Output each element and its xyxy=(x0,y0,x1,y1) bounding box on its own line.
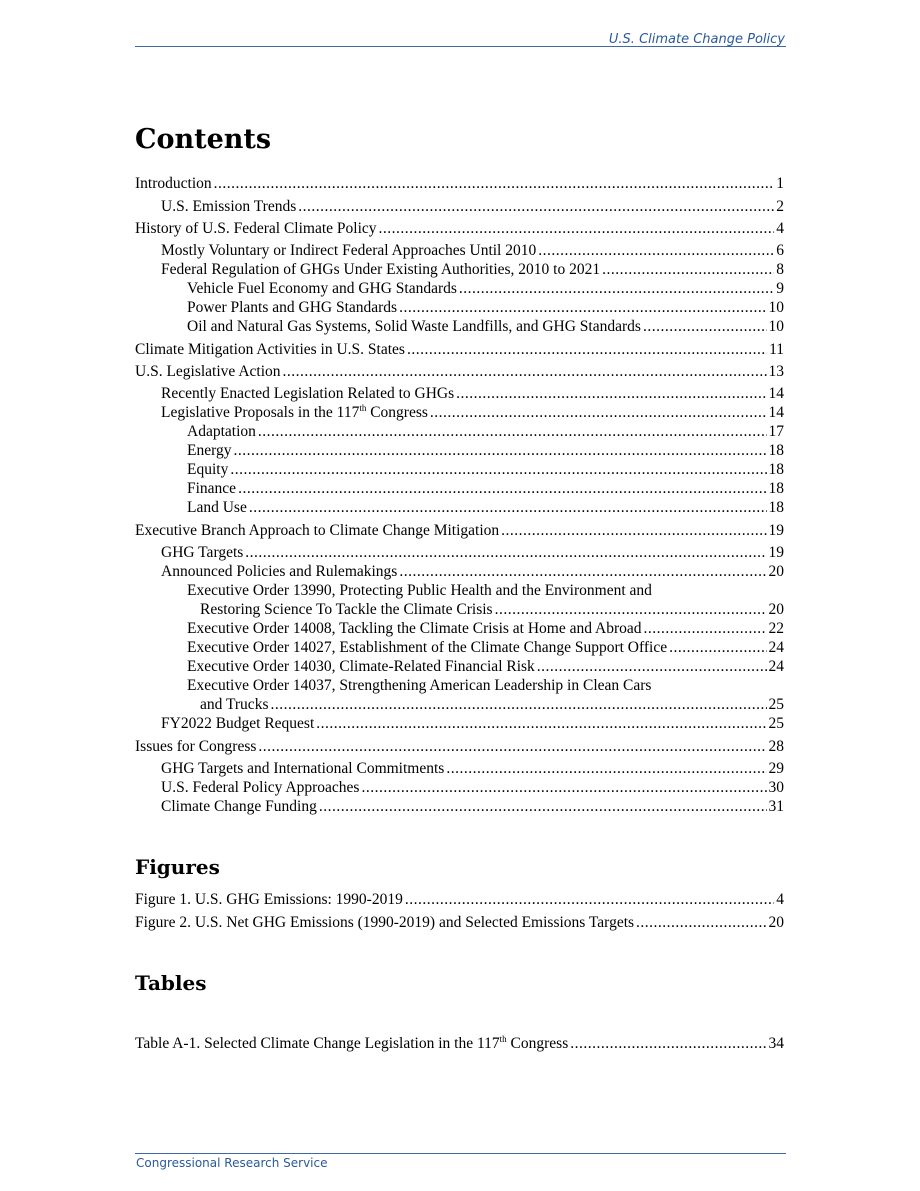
toc-entry[interactable] xyxy=(135,197,784,216)
toc-entry[interactable] xyxy=(135,340,784,359)
toc-page-number: 4 xyxy=(776,220,784,237)
dot-leader xyxy=(230,460,766,479)
running-header: U.S. Climate Change Policy xyxy=(608,32,785,47)
toc-entry[interactable] xyxy=(135,403,784,422)
header-rule xyxy=(135,46,786,47)
toc-entry[interactable] xyxy=(135,174,784,193)
dot-leader xyxy=(270,695,766,714)
toc-entry-title: Executive Order 13990, Protecting Public Health and the Environment and xyxy=(187,582,652,599)
toc-entry-title: Executive Order 14037, Strengthening American Leadership in Clean Cars xyxy=(187,677,652,694)
toc-entry-title: Finance xyxy=(187,480,237,497)
toc-page-number: 1 xyxy=(776,175,784,192)
toc-entry[interactable] xyxy=(135,657,784,676)
dot-leader xyxy=(298,197,774,216)
toc-page-number: 17 xyxy=(768,423,784,440)
toc-page-number: 14 xyxy=(768,404,784,421)
dot-leader xyxy=(669,638,766,657)
toc-entry-title: Executive Order 14008, Tackling the Climate Crisis at Home and Abroad xyxy=(187,620,642,637)
toc-entry-title: Announced Policies and Rulemakings xyxy=(161,563,398,580)
toc-entry-title: History of U.S. Federal Climate Policy xyxy=(135,220,377,237)
toc-entry[interactable] xyxy=(135,460,784,479)
toc-entry-title: Executive Branch Approach to Climate Change Mitigation xyxy=(135,522,500,539)
toc-entry-title: Power Plants and GHG Standards xyxy=(187,299,398,316)
toc-entry[interactable] xyxy=(135,890,784,909)
toc-entry[interactable] xyxy=(135,562,784,581)
dot-leader xyxy=(430,403,767,422)
toc-entry[interactable] xyxy=(135,737,784,756)
toc-entry-title: Figure 2. U.S. Net GHG Emissions (1990-2019) and Selected Emissions Targets xyxy=(135,914,635,931)
toc-entry-title: Introduction xyxy=(135,175,212,192)
dot-leader xyxy=(249,498,767,517)
toc-entry[interactable] xyxy=(135,260,784,279)
toc-entry-title: U.S. Emission Trends xyxy=(161,198,297,215)
dot-leader xyxy=(214,174,775,193)
toc-entry[interactable] xyxy=(135,619,784,638)
toc-entry[interactable] xyxy=(135,797,784,816)
toc-entry[interactable] xyxy=(135,441,784,460)
dot-leader xyxy=(538,241,774,260)
dot-leader xyxy=(283,362,767,381)
dot-leader xyxy=(238,479,766,498)
figures-heading: Figures xyxy=(135,855,220,879)
toc-entry[interactable] xyxy=(135,778,784,797)
toc-page-number: 24 xyxy=(768,639,784,656)
toc-page-number: 19 xyxy=(768,544,784,561)
dot-leader xyxy=(361,778,766,797)
toc-page-number: 13 xyxy=(768,363,784,380)
toc-page-number: 25 xyxy=(768,696,784,713)
dot-leader xyxy=(643,619,766,638)
toc-page-number: 18 xyxy=(768,499,784,516)
toc-entry[interactable] xyxy=(135,521,784,540)
toc-entry-title: Legislative Proposals in the 117th Congress xyxy=(161,402,428,421)
dot-leader xyxy=(379,219,775,238)
contents-heading: Contents xyxy=(135,124,272,155)
toc-entry-title-continuation: Restoring Science To Tackle the Climate Crisis xyxy=(200,601,493,618)
toc-page-number: 4 xyxy=(776,891,784,908)
toc-entry-title: FY2022 Budget Request xyxy=(161,715,315,732)
dot-leader xyxy=(602,260,774,279)
toc-page-number: 11 xyxy=(769,341,784,358)
toc-entry-title: Climate Change Funding xyxy=(161,798,317,815)
toc-entry[interactable] xyxy=(135,1034,784,1053)
toc-page-number: 20 xyxy=(768,914,784,931)
toc-entry[interactable] xyxy=(135,298,784,317)
toc-entry-title: Equity xyxy=(187,461,229,478)
toc-entry-title: Oil and Natural Gas Systems, Solid Waste Landfills, and GHG Standards xyxy=(187,318,641,335)
toc-entry[interactable] xyxy=(135,638,784,657)
toc-entry-title: Adaptation xyxy=(187,423,256,440)
toc-page-number: 30 xyxy=(768,779,784,796)
toc-page-number: 18 xyxy=(768,442,784,459)
dot-leader xyxy=(407,340,767,359)
toc-entry[interactable] xyxy=(135,219,784,238)
dot-leader xyxy=(643,317,767,336)
toc-entry[interactable] xyxy=(135,498,784,517)
toc-page-number: 2 xyxy=(776,198,784,215)
toc-entry[interactable] xyxy=(135,479,784,498)
dot-leader xyxy=(316,714,766,733)
toc-page-number: 25 xyxy=(768,715,784,732)
toc-page-number: 10 xyxy=(768,299,784,316)
dot-leader xyxy=(495,600,767,619)
dot-leader xyxy=(245,543,766,562)
toc-entry[interactable] xyxy=(135,913,784,932)
toc-entry-title: Mostly Voluntary or Indirect Federal Approaches Until 2010 xyxy=(161,242,537,259)
dot-leader xyxy=(456,384,766,403)
toc-page-number: 31 xyxy=(768,798,784,815)
dot-leader xyxy=(459,279,774,298)
tables-heading: Tables xyxy=(135,971,207,995)
toc-page-number: 34 xyxy=(768,1035,784,1052)
toc-entry-title: Figure 1. U.S. GHG Emissions: 1990-2019 xyxy=(135,891,403,908)
toc-entry-title: GHG Targets xyxy=(161,544,244,561)
toc-entry[interactable] xyxy=(135,714,784,733)
toc-entry[interactable] xyxy=(135,279,784,298)
toc-page-number: 28 xyxy=(768,738,784,755)
toc-page-number: 8 xyxy=(776,261,784,278)
toc-page-number: 14 xyxy=(768,385,784,402)
dot-leader xyxy=(319,797,767,816)
toc-page-number: 20 xyxy=(768,601,784,618)
dot-leader xyxy=(399,562,766,581)
toc-entry[interactable] xyxy=(135,543,784,562)
footer-publisher: Congressional Research Service xyxy=(136,1156,328,1170)
toc-entry-title: Climate Mitigation Activities in U.S. States xyxy=(135,341,405,358)
dot-leader xyxy=(501,521,766,540)
toc-entry[interactable] xyxy=(135,362,784,381)
toc-entry[interactable] xyxy=(135,759,784,778)
toc-entry[interactable] xyxy=(135,384,784,403)
toc-page-number: 9 xyxy=(776,280,784,297)
dot-leader xyxy=(405,890,774,909)
toc-entry-title: Vehicle Fuel Economy and GHG Standards xyxy=(187,280,457,297)
toc-page-number: 18 xyxy=(768,480,784,497)
toc-page-number: 18 xyxy=(768,461,784,478)
toc-page-number: 22 xyxy=(768,620,784,637)
toc-entry-title: Issues for Congress xyxy=(135,738,257,755)
toc-entry-title: Federal Regulation of GHGs Under Existing Authorities, 2010 to 2021 xyxy=(161,261,601,278)
dot-leader xyxy=(399,298,766,317)
toc-entry-title: Executive Order 14027, Establishment of the Climate Change Support Office xyxy=(187,639,668,656)
toc-page-number: 20 xyxy=(768,563,784,580)
toc-entry-title: Recently Enacted Legislation Related to GHGs xyxy=(161,385,455,402)
toc-entry-title: Table A-1. Selected Climate Change Legislation in the 117th Congress xyxy=(135,1033,569,1052)
toc-page-number: 19 xyxy=(768,522,784,539)
dot-leader xyxy=(233,441,766,460)
toc-entry-title-continuation: and Trucks xyxy=(200,696,269,713)
toc-entry-title: U.S. Federal Policy Approaches xyxy=(161,779,360,796)
dot-leader xyxy=(636,913,766,932)
dot-leader xyxy=(258,737,766,756)
dot-leader xyxy=(258,422,767,441)
footer-rule xyxy=(135,1153,786,1154)
toc-entry-title: Executive Order 14030, Climate-Related Financial Risk xyxy=(187,658,535,675)
toc-page-number: 6 xyxy=(776,242,784,259)
toc-entry[interactable] xyxy=(135,317,784,336)
toc-page-number: 24 xyxy=(768,658,784,675)
toc-entry[interactable] xyxy=(135,676,784,714)
toc-page-number: 10 xyxy=(768,318,784,335)
dot-leader xyxy=(446,759,766,778)
toc-entry[interactable] xyxy=(135,241,784,260)
toc-entry[interactable] xyxy=(135,422,784,441)
dot-leader xyxy=(570,1034,766,1053)
toc-entry[interactable] xyxy=(135,581,784,619)
toc-page-number: 29 xyxy=(768,760,784,777)
dot-leader xyxy=(537,657,767,676)
toc-entry-title: GHG Targets and International Commitments xyxy=(161,760,445,777)
toc-entry-title: Energy xyxy=(187,442,232,459)
toc-entry-title: U.S. Legislative Action xyxy=(135,363,281,380)
toc-entry-title: Land Use xyxy=(187,499,247,516)
